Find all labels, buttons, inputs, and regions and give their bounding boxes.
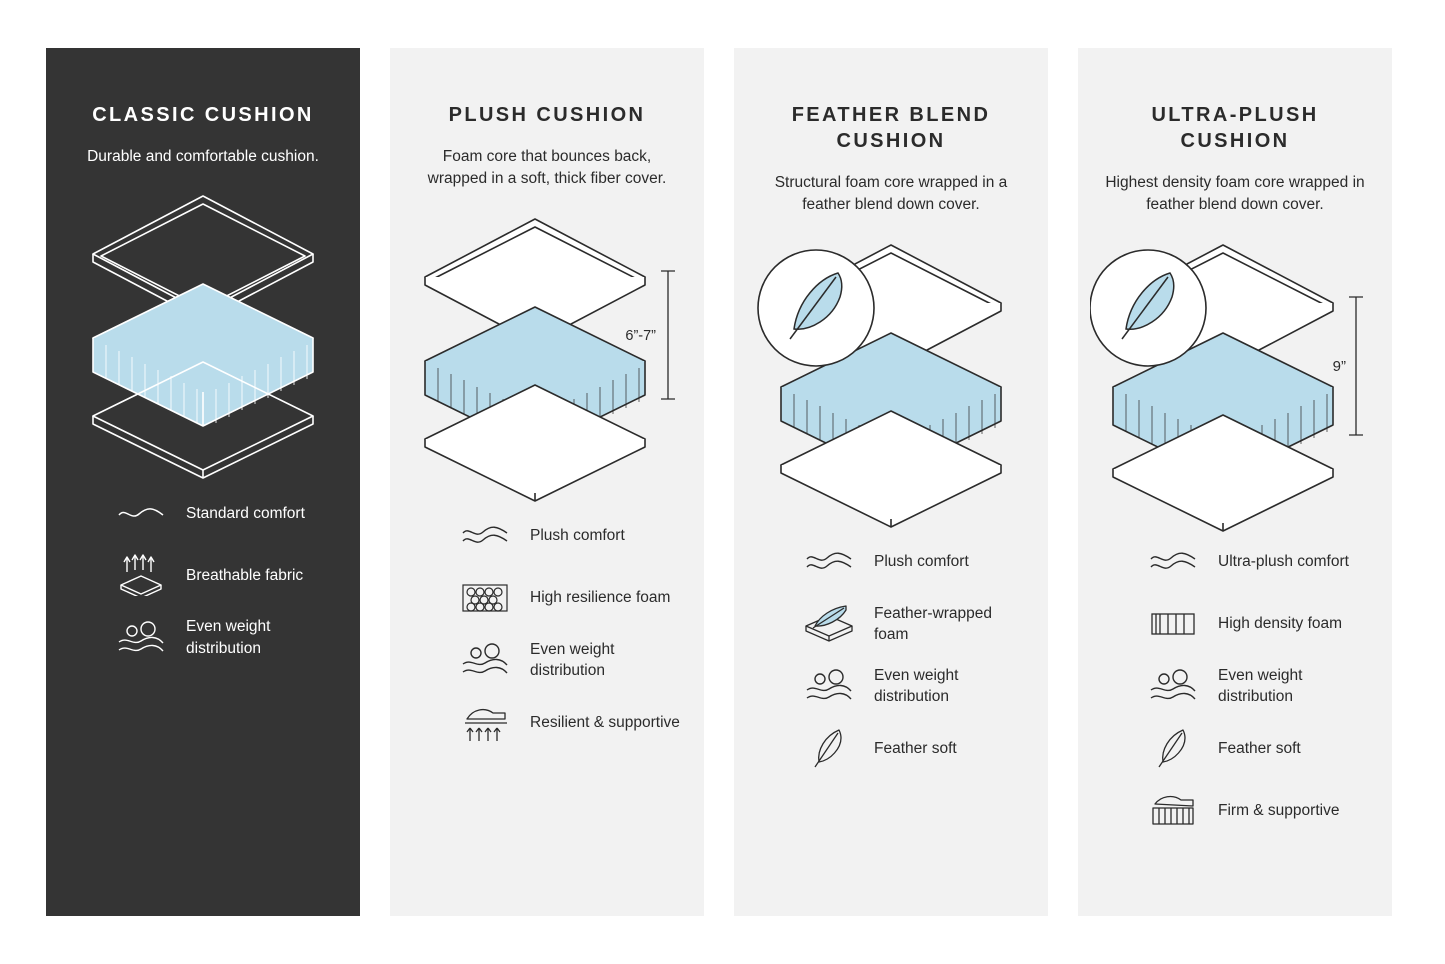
list-item <box>458 515 680 557</box>
page-title: CLASSIC CUSHION <box>92 104 314 126</box>
feature-label: Breathable fabric <box>186 566 304 584</box>
feather-badge-icon <box>758 250 874 366</box>
feature-label: High resilience foam <box>530 589 671 607</box>
list-item <box>458 577 680 619</box>
cushion-layer-diagram <box>58 186 348 486</box>
dimension-label: 6”-7” <box>625 327 656 344</box>
wave-icon <box>458 515 512 557</box>
feature-label: Even weight distribution <box>186 618 271 657</box>
list-item <box>1146 665 1368 707</box>
list-item <box>458 639 680 681</box>
list-item <box>114 616 336 658</box>
page-title: PLUSH CUSHION <box>448 104 646 126</box>
exploded-cushion-svg <box>58 186 348 486</box>
feature-label: Ultra-plush comfort <box>1218 553 1349 571</box>
list-item <box>114 554 336 596</box>
exploded-cushion-svg <box>746 235 1036 535</box>
feature-list <box>70 492 336 658</box>
weight-distribution-icon <box>1146 665 1200 707</box>
feature-list <box>1102 541 1368 831</box>
feature-label: Feather soft <box>874 739 957 757</box>
feature-label: Feather soft <box>1218 739 1301 757</box>
feather-icon <box>802 727 856 769</box>
exploded-cushion-svg <box>1090 235 1380 535</box>
list-item <box>802 541 1024 583</box>
cushion-layer-diagram <box>746 235 1036 535</box>
cushion-layer-diagram <box>1090 235 1380 535</box>
list-item <box>802 727 1024 769</box>
feature-label: Even weight distribution <box>1218 666 1303 706</box>
weight-distribution-icon <box>114 617 168 659</box>
honeycomb-foam-icon <box>458 577 512 619</box>
feather-wrapped-foam-icon <box>802 603 856 645</box>
feature-list <box>414 515 680 743</box>
list-item <box>458 701 680 743</box>
card-description: Highest density foam core wrapped in feather blend down cover. <box>1105 174 1365 214</box>
list-item <box>802 603 1024 645</box>
feather-badge-icon <box>1090 250 1206 366</box>
feature-list <box>758 541 1024 769</box>
page-title: ULTRA-PLUSH CUSHION <box>1151 104 1319 152</box>
list-item <box>802 665 1024 707</box>
cushion-card-feather-blend <box>734 48 1048 916</box>
dimension-label: 9” <box>1332 357 1346 375</box>
list-item <box>1146 603 1368 645</box>
list-item <box>114 492 336 534</box>
feature-label: Plush comfort <box>530 527 625 545</box>
high-density-foam-icon <box>1146 603 1200 645</box>
feature-label: High density foam <box>1218 615 1343 633</box>
card-description: Durable and comfortable cushion. <box>87 148 319 165</box>
exploded-cushion-svg <box>402 209 692 509</box>
feature-label: Firm & supportive <box>1218 801 1340 819</box>
cushion-layer-diagram <box>402 209 692 509</box>
card-description: Foam core that bounces back, wrapped in a soft, thick fiber cover. <box>427 148 667 188</box>
weight-distribution-icon <box>458 639 512 681</box>
feature-label: Even weight distribution <box>874 667 959 706</box>
feature-label: Even weight distribution <box>530 640 615 680</box>
wave-icon <box>114 492 168 534</box>
wave-icon <box>1146 541 1200 583</box>
list-item <box>1146 541 1368 583</box>
cushion-card-plush <box>390 48 704 916</box>
page-title: FEATHER BLEND CUSHION <box>791 104 991 152</box>
list-item <box>1146 727 1368 769</box>
cushion-card-classic <box>46 48 360 916</box>
wave-icon <box>802 541 856 583</box>
card-description: Structural foam core wrapped in a feather blend down cover. <box>774 174 1008 214</box>
breathable-fabric-icon <box>114 554 168 596</box>
firm-support-icon <box>1146 789 1200 831</box>
feature-label: Plush comfort <box>874 553 969 571</box>
feature-label: Standard comfort <box>186 504 305 522</box>
cushion-card-ultra-plush <box>1078 48 1392 916</box>
feature-label: Resilient & supportive <box>530 713 680 731</box>
feature-label: Feather-wrapped foam <box>874 604 993 644</box>
list-item <box>1146 789 1368 831</box>
feather-icon <box>1146 727 1200 769</box>
weight-distribution-icon <box>802 665 856 707</box>
resilient-support-icon <box>458 701 512 743</box>
